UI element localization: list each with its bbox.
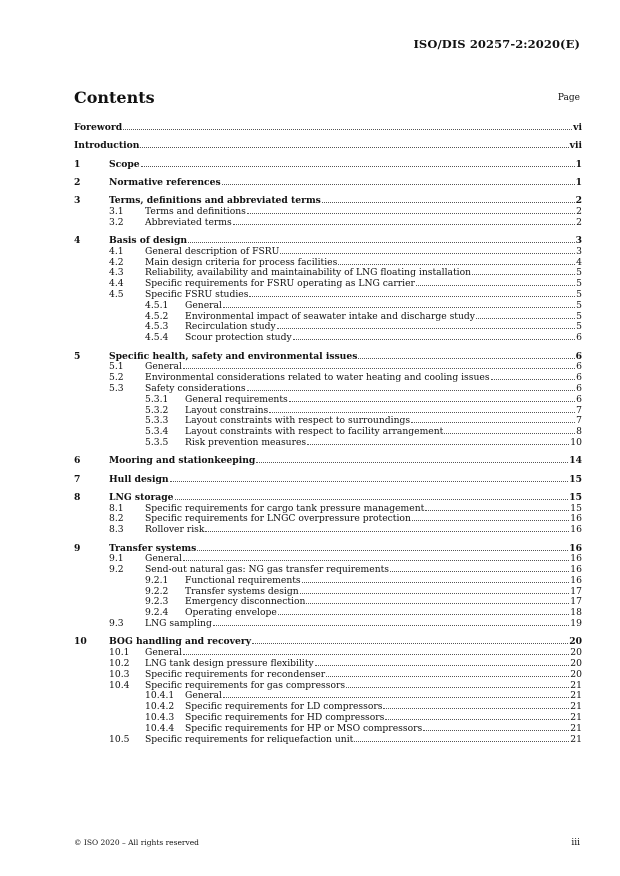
toc-entry-title: Reliability, availability and maintainability of LNG floating installation xyxy=(145,267,472,279)
toc-dot-leader xyxy=(223,697,569,698)
toc-entry[interactable] xyxy=(74,333,582,344)
toc-entry-title: Specific requirements for FSRU operating as LNG carrier xyxy=(145,278,415,290)
toc-entry-page: 17 xyxy=(570,596,582,608)
toc-entry-number: 9.1 xyxy=(109,553,124,565)
toc-entry-title: Terms, definitions and abbreviated terms xyxy=(109,195,321,207)
toc-entry-number: 8.1 xyxy=(109,502,124,514)
toc-entry-number: 6 xyxy=(74,455,81,467)
toc-dot-leader xyxy=(444,433,575,434)
toc-entry-title: Layout constraints with respect to surroundings xyxy=(185,415,411,427)
toc-entry-number: 4.5.3 xyxy=(145,321,169,333)
toc-entry-page: 7 xyxy=(576,415,582,427)
toc-entry-number: 8 xyxy=(74,491,81,503)
toc-entry[interactable] xyxy=(74,178,582,189)
document-id: ISO/DIS 20257-2:2020(E) xyxy=(413,37,580,51)
toc-dot-leader xyxy=(183,368,575,369)
toc-dot-leader xyxy=(472,274,575,275)
toc-entry-number: 5.1 xyxy=(109,361,124,373)
toc-dot-leader xyxy=(277,328,575,329)
toc-entry-number: 10.1 xyxy=(109,647,130,659)
toc-entry-title: Safety considerations xyxy=(145,382,246,394)
toc-dot-leader xyxy=(278,614,569,615)
toc-entry-number: 9.2.1 xyxy=(145,574,169,586)
toc-entry-number: 10.4.4 xyxy=(145,722,175,734)
toc-dot-leader xyxy=(346,687,569,688)
toc-entry-page: 19 xyxy=(570,618,582,630)
toc-entry-number: 9.3 xyxy=(109,618,124,630)
toc-entry-page: 15 xyxy=(569,473,582,485)
toc-dot-leader xyxy=(300,593,570,594)
toc-entry-title: Environmental considerations related to water heating and cooling issues xyxy=(145,372,490,384)
table-of-contents xyxy=(74,123,582,745)
toc-entry-title: Normative references xyxy=(109,176,221,188)
toc-entry-title: LNG tank design pressure flexibility xyxy=(145,657,314,669)
toc-entry-page: 3 xyxy=(576,245,582,257)
toc-entry-title: Functional requirements xyxy=(185,574,301,586)
toc-dot-leader xyxy=(289,401,575,402)
toc-entry-title: Specific requirements for gas compressors xyxy=(145,679,346,691)
toc-entry-number: 7 xyxy=(74,473,81,485)
toc-entry-title: Specific requirements for reliquefaction unit xyxy=(145,733,354,745)
toc-entry-title: Layout constrains xyxy=(185,404,269,416)
toc-entry-number: 10.4.3 xyxy=(145,711,175,723)
toc-dot-leader xyxy=(247,390,575,391)
toc-dot-leader xyxy=(491,379,576,380)
toc-entry-number: 4.5.4 xyxy=(145,332,169,344)
toc-dot-leader xyxy=(390,571,569,572)
toc-entry-title: Layout constraints with respect to facility arrangement xyxy=(185,426,444,438)
toc-entry-page: 5 xyxy=(576,289,582,301)
toc-entry-title: Rollover risk xyxy=(145,524,205,536)
toc-entry-number: 5 xyxy=(74,350,81,362)
toc-entry-number: 10.4 xyxy=(109,679,130,691)
toc-dot-leader xyxy=(280,253,575,254)
toc-entry-number: 10.5 xyxy=(109,733,130,745)
toc-entry-page: 2 xyxy=(576,216,582,228)
toc-entry-page: 5 xyxy=(576,310,582,322)
toc-entry-page: 1 xyxy=(575,176,582,188)
toc-entry-title: Operating envelope xyxy=(185,607,277,619)
toc-dot-leader xyxy=(256,462,568,463)
toc-entry[interactable] xyxy=(74,395,582,406)
toc-entry-title: Hull design xyxy=(109,473,169,485)
toc-entry[interactable] xyxy=(74,123,582,134)
toc-dot-leader xyxy=(175,499,569,500)
toc-entry-number: 2 xyxy=(74,176,81,188)
copyright-notice: © ISO 2020 – All rights reserved xyxy=(74,838,199,847)
toc-entry-number: 10.3 xyxy=(109,668,130,680)
toc-entry-number: 4.4 xyxy=(109,278,124,290)
toc-entry-title: Risk prevention measures xyxy=(185,436,307,448)
toc-entry-page: 21 xyxy=(570,733,582,745)
toc-entry-title: Terms and definitions xyxy=(145,205,246,217)
toc-entry-title: Specific health, safety and environmental issues xyxy=(109,350,358,362)
toc-dot-leader xyxy=(183,654,569,655)
toc-entry-title: LNG storage xyxy=(109,491,174,503)
toc-entry-page: 21 xyxy=(570,701,582,713)
toc-entry-number: 5.3 xyxy=(109,382,124,394)
toc-dot-leader xyxy=(141,166,575,167)
toc-entry-number: 10 xyxy=(74,636,87,648)
toc-entry-title: Basis of design xyxy=(109,235,188,247)
toc-entry-page: 5 xyxy=(576,299,582,311)
toc-entry-page: 16 xyxy=(570,564,582,576)
toc-entry-page: 5 xyxy=(576,278,582,290)
toc-entry-page: 16 xyxy=(570,553,582,565)
toc-entry-page: vii xyxy=(569,140,582,152)
toc-entry-number: 5.3.3 xyxy=(145,415,169,427)
toc-dot-leader xyxy=(416,285,575,286)
toc-entry[interactable] xyxy=(74,141,582,152)
toc-dot-leader xyxy=(322,202,575,203)
toc-entry-page: 16 xyxy=(570,524,582,536)
toc-dot-leader xyxy=(247,213,575,214)
toc-entry-page: 10 xyxy=(570,436,582,448)
toc-dot-leader xyxy=(222,184,575,185)
toc-entry-title: Recirculation study xyxy=(185,321,276,333)
toc-entry-number: 3.2 xyxy=(109,216,124,228)
toc-dot-leader xyxy=(197,550,568,551)
toc-dot-leader xyxy=(170,481,569,482)
toc-entry-title: BOG handling and recovery xyxy=(109,636,252,648)
toc-entry[interactable] xyxy=(74,218,582,229)
toc-entry-number: 4.2 xyxy=(109,256,124,268)
toc-entry[interactable] xyxy=(74,493,582,504)
toc-entry-title: Mooring and stationkeeping xyxy=(109,455,256,467)
toc-dot-leader xyxy=(315,665,570,666)
toc-dot-leader xyxy=(233,224,575,225)
toc-entry-page: 20 xyxy=(570,657,582,669)
toc-dot-leader xyxy=(183,560,569,561)
toc-entry[interactable] xyxy=(74,735,582,746)
toc-dot-leader xyxy=(338,264,575,265)
toc-entry-number: 5.3.5 xyxy=(145,436,169,448)
toc-dot-leader xyxy=(411,422,575,423)
toc-entry-page: 2 xyxy=(576,205,582,217)
toc-dot-leader xyxy=(354,741,569,742)
toc-entry-page: 20 xyxy=(569,636,582,648)
toc-dot-leader xyxy=(302,582,570,583)
toc-entry-page: 21 xyxy=(570,690,582,702)
toc-entry-number: 3.1 xyxy=(109,205,124,217)
toc-entry-number: 8.3 xyxy=(109,524,124,536)
toc-dot-leader xyxy=(412,520,569,521)
toc-entry-number: 4.5 xyxy=(109,289,124,301)
toc-entry-page: 6 xyxy=(576,382,582,394)
toc-dot-leader xyxy=(383,708,569,709)
toc-dot-leader xyxy=(306,603,569,604)
toc-entry-page: vi xyxy=(573,122,582,133)
page-title: Contents xyxy=(74,88,155,107)
toc-entry-page: 17 xyxy=(570,585,582,597)
toc-dot-leader xyxy=(358,358,574,359)
toc-entry-title: Environmental impact of seawater intake and discharge study xyxy=(185,310,475,322)
toc-dot-leader xyxy=(425,510,569,511)
toc-entry-page: 21 xyxy=(570,679,582,691)
toc-dot-leader xyxy=(326,676,569,677)
toc-entry-title: Specific requirements for LNGC overpressure protection xyxy=(145,513,411,525)
toc-entry-title: Transfer systems design xyxy=(185,585,299,597)
toc-entry-title: General description of FSRU xyxy=(145,245,280,257)
toc-entry-page: 1 xyxy=(575,158,582,170)
toc-dot-leader xyxy=(269,412,575,413)
page-column-label: Page xyxy=(557,93,580,103)
toc-entry-number: 4 xyxy=(74,235,81,247)
toc-entry[interactable] xyxy=(74,475,582,486)
toc-dot-leader xyxy=(476,318,575,319)
toc-entry-title: General xyxy=(185,299,222,311)
toc-entry-page: 20 xyxy=(570,647,582,659)
toc-dot-leader xyxy=(249,296,575,297)
toc-entry-number: 8.2 xyxy=(109,513,124,525)
toc-entry-title: Specific requirements for HP or MSO compressors xyxy=(185,722,423,734)
toc-entry-title: Specific FSRU studies xyxy=(145,289,249,301)
toc-entry-number: 10.4.2 xyxy=(145,701,175,713)
toc-entry-title: Specific requirements for cargo tank pressure management xyxy=(145,502,425,514)
toc-dot-leader xyxy=(423,730,569,731)
toc-entry-title: General xyxy=(185,690,222,702)
toc-entry-number: 10.4.1 xyxy=(145,690,175,702)
toc-entry-page: 21 xyxy=(570,722,582,734)
toc-entry-number: 9.2 xyxy=(109,564,124,576)
toc-entry-page: 15 xyxy=(569,491,582,503)
toc-entry-number: 5.3.2 xyxy=(145,404,169,416)
toc-entry-page: 16 xyxy=(570,574,582,586)
toc-entry[interactable] xyxy=(74,525,582,536)
toc-entry-title: General xyxy=(145,361,182,373)
toc-entry-page: 6 xyxy=(576,372,582,384)
toc-entry-title: General requirements xyxy=(185,393,288,405)
toc-entry-title: Specific requirements for LD compressors xyxy=(185,701,383,713)
toc-entry-number: 3 xyxy=(74,195,81,207)
toc-dot-leader xyxy=(307,444,569,445)
toc-entry-page: 16 xyxy=(569,542,582,554)
toc-entry-page: 2 xyxy=(575,195,582,207)
toc-entry-number: 4.1 xyxy=(109,245,124,257)
toc-entry-number: 5.3.1 xyxy=(145,393,169,405)
toc-entry-page: 15 xyxy=(570,502,582,514)
toc-entry[interactable] xyxy=(74,438,582,449)
toc-entry-number: 1 xyxy=(74,158,81,170)
toc-entry-page: 8 xyxy=(576,426,582,438)
toc-entry-number: 5.2 xyxy=(109,372,124,384)
toc-entry-title: Scour protection study xyxy=(185,332,292,344)
toc-entry-number: 9.2.4 xyxy=(145,607,169,619)
toc-dot-leader xyxy=(123,129,572,130)
toc-dot-leader xyxy=(188,242,575,243)
toc-entry-page: 16 xyxy=(570,513,582,525)
toc-entry-title: Introduction xyxy=(74,140,140,152)
toc-entry-page: 6 xyxy=(576,361,582,373)
toc-entry-page: 4 xyxy=(576,256,582,268)
toc-entry-title: Emergency disconnection xyxy=(185,596,306,608)
toc-dot-leader xyxy=(293,339,575,340)
toc-entry-number: 9 xyxy=(74,542,81,554)
toc-dot-leader xyxy=(223,307,575,308)
toc-entry[interactable] xyxy=(74,619,582,630)
toc-entry-number: 9.2.3 xyxy=(145,596,169,608)
toc-entry-number: 4.5.2 xyxy=(145,310,169,322)
toc-entry-title: LNG sampling xyxy=(145,618,212,630)
toc-entry[interactable] xyxy=(74,724,582,735)
toc-dot-leader xyxy=(205,531,569,532)
toc-entry-title: Abbreviated terms xyxy=(145,216,232,228)
toc-entry-page: 7 xyxy=(576,404,582,416)
toc-entry-number: 10.2 xyxy=(109,657,130,669)
toc-entry-page: 14 xyxy=(569,455,582,467)
toc-entry[interactable] xyxy=(74,456,582,467)
toc-entry-page: 5 xyxy=(576,321,582,333)
toc-dot-leader xyxy=(213,625,569,626)
toc-entry[interactable] xyxy=(74,160,582,171)
toc-entry-title: General xyxy=(145,647,182,659)
toc-entry[interactable] xyxy=(74,670,582,681)
toc-entry-page: 18 xyxy=(570,607,582,619)
toc-entry-title: Main design criteria for process facilities xyxy=(145,256,338,268)
page-number: iii xyxy=(571,838,580,848)
toc-entry-page: 6 xyxy=(576,393,582,405)
toc-entry-title: Send-out natural gas: NG gas transfer requirements xyxy=(145,564,390,576)
toc-entry-number: 9.2.2 xyxy=(145,585,169,597)
toc-entry-title: Foreword xyxy=(74,122,123,133)
toc-entry-page: 5 xyxy=(576,267,582,279)
toc-entry-title: Scope xyxy=(109,158,140,170)
toc-entry-title: Specific requirements for HD compressors xyxy=(185,711,385,723)
toc-entry-title: Specific requirements for recondenser xyxy=(145,668,326,680)
toc-entry-page: 21 xyxy=(570,711,582,723)
toc-dot-leader xyxy=(385,719,569,720)
toc-entry-number: 5.3.4 xyxy=(145,426,169,438)
toc-entry-page: 20 xyxy=(570,668,582,680)
toc-dot-leader xyxy=(140,147,568,148)
toc-entry-number: 4.3 xyxy=(109,267,124,279)
toc-entry-page: 6 xyxy=(575,350,582,362)
toc-dot-leader xyxy=(252,643,568,644)
toc-entry-page: 6 xyxy=(576,332,582,344)
toc-entry-title: General xyxy=(145,553,182,565)
toc-entry-number: 4.5.1 xyxy=(145,299,169,311)
toc-entry-page: 3 xyxy=(575,235,582,247)
toc-entry-title: Transfer systems xyxy=(109,542,197,554)
